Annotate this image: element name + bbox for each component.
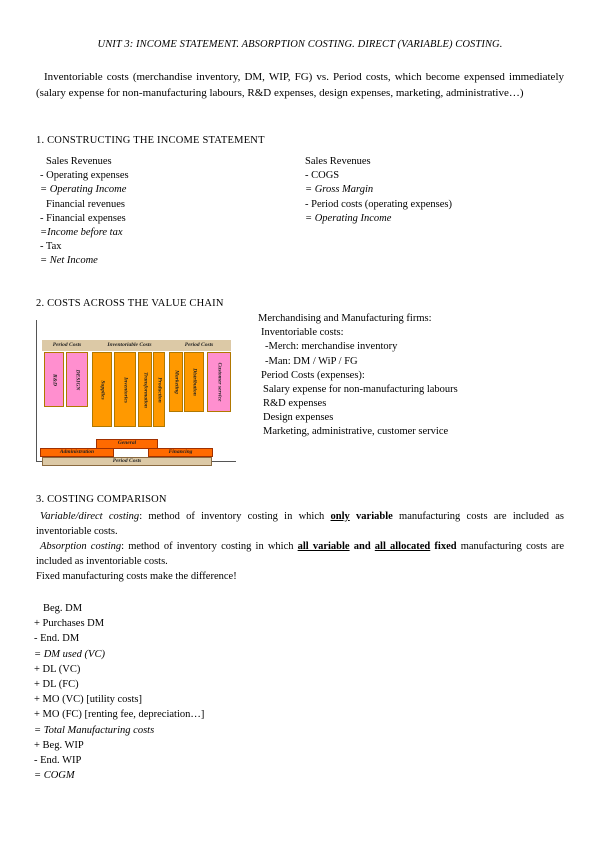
- top-label-period-costs: Period Costs: [42, 340, 92, 351]
- diagram-frame: [36, 320, 37, 462]
- chain-customer-service: [207, 352, 231, 412]
- section2-heading: 2. COSTS ACROSS THE VALUE CHAIN: [36, 298, 224, 309]
- left-line: = Net Income: [40, 255, 98, 267]
- chain-distribution: [184, 352, 204, 412]
- chain-label: Supplies: [99, 379, 106, 400]
- intro-paragraph: [36, 70, 564, 102]
- note-line: Salary expense for non-manufacturing labours: [263, 383, 458, 395]
- top-label-inventoriable-costs: Inventoriable Costs: [92, 340, 167, 351]
- cogm-line: + MO (VC) [utility costs]: [34, 694, 142, 706]
- left-line: - Financial expenses: [40, 212, 126, 224]
- text: manufacturing costs are included as inventoriable costs.: [36, 541, 565, 568]
- variable-costing-definition: [36, 509, 564, 539]
- chain-marketing: [169, 352, 183, 412]
- administration-box: Administration: [40, 448, 114, 457]
- right-line: = Gross Margin: [305, 184, 374, 196]
- chain-rd: [44, 352, 64, 407]
- absorption-costing-definition: [36, 539, 564, 569]
- chain-design: [66, 352, 88, 407]
- right-line: - Period costs (operating expenses): [305, 198, 452, 210]
- text: manufacturing costs are included as inventoriable costs.: [36, 511, 565, 538]
- emphasis: all allocated: [374, 541, 431, 552]
- cogm-line: + DL (FC): [34, 679, 79, 691]
- chain-label: Inventories: [122, 376, 129, 403]
- value-chain-notes: [258, 312, 458, 440]
- cogm-line: = DM used (VC): [34, 648, 105, 660]
- top-label-period-costs: Period Costs: [167, 340, 231, 351]
- term: Absorption costing: [40, 541, 122, 552]
- note-line: Inventoriable costs:: [261, 327, 344, 339]
- income-statement-right: [305, 155, 452, 226]
- page-title: UNIT 3: INCOME STATEMENT. ABSORPTION COSTING. DIRECT (VARIABLE) COSTING.: [97, 39, 503, 50]
- note-line: -Merch: merchandise inventory: [265, 341, 398, 353]
- fixed-costs-note: Fixed manufacturing costs make the difference!: [36, 571, 237, 582]
- left-line: - Operating expenses: [40, 170, 129, 182]
- value-chain-diagram: [36, 320, 236, 468]
- chain-label: Marketing: [173, 370, 180, 394]
- section1-heading: 1. CONSTRUCTING THE INCOME STATEMENT: [36, 135, 265, 146]
- term: Variable/direct costing: [40, 511, 140, 522]
- cogm-line: + MO (FC) [renting fee, depreciation…]: [34, 709, 205, 721]
- text: : method of inventory costing in which: [139, 511, 331, 522]
- cogm-line: = COGM: [34, 770, 75, 782]
- chain-label: Transformation: [142, 371, 149, 408]
- period-costs-box: Period Costs: [42, 457, 212, 466]
- cogm-line: + Purchases DM: [34, 618, 105, 630]
- chain-supplies: [92, 352, 112, 427]
- emphasis: and: [349, 541, 375, 552]
- right-line: Sales Revenues: [305, 156, 371, 167]
- left-line: Financial revenues: [46, 198, 126, 210]
- left-line: = Operating Income: [40, 184, 127, 196]
- chain-transformation: [138, 352, 152, 427]
- note-line: Merchandising and Manufacturing firms:: [258, 313, 432, 324]
- cogm-line: = Total Manufacturing costs: [34, 724, 155, 736]
- chain-label: Distribution: [191, 368, 198, 396]
- emphasis: only: [330, 511, 350, 522]
- section3-heading: 3. COSTING COMPARISON: [36, 494, 167, 505]
- right-line: - COGS: [305, 170, 340, 182]
- chain-label: R&D: [51, 373, 58, 386]
- emphasis: fixed: [434, 541, 457, 552]
- cogm-line: - End. WIP: [34, 755, 82, 767]
- intro-text: Inventoriable costs (merchandise inventory, DM, WIP, FG) vs. Period costs, which become expensed immediately (salary expense for non-manufacturing labours, R&D expenses, design expenses, marketing, administrative…): [36, 71, 564, 99]
- income-statement-left: [40, 155, 129, 268]
- cogm-line: Beg. DM: [43, 603, 83, 614]
- chain-production: [153, 352, 165, 427]
- chain-inventories: [114, 352, 136, 427]
- cogm-line: + Beg. WIP: [34, 739, 84, 751]
- cogm-line: + DL (VC): [34, 663, 81, 675]
- right-line: = Operating Income: [305, 212, 392, 224]
- note-line: R&D expenses: [263, 398, 327, 410]
- chain-label: Production: [156, 376, 163, 403]
- text: : method of inventory costing in which: [121, 541, 298, 552]
- chain-label: DESIGN: [74, 369, 81, 390]
- note-line: Marketing, administrative, customer service: [263, 426, 449, 438]
- chain-label: Customer service: [216, 362, 223, 402]
- general-box: General: [96, 439, 158, 449]
- note-line: -Man: DM / WiP / FG: [265, 355, 358, 367]
- note-line: Period Costs (expenses):: [261, 369, 365, 381]
- left-line: =Income before tax: [40, 226, 123, 238]
- emphasis: all variable: [297, 541, 350, 552]
- left-line: - Tax: [40, 241, 62, 253]
- left-line: Sales Revenues: [46, 156, 112, 167]
- note-line: Design expenses: [263, 412, 334, 424]
- emphasis: variable: [356, 511, 393, 522]
- cogm-computation: [34, 601, 204, 783]
- cogm-line: - End. DM: [34, 633, 80, 645]
- financing-box: Financing: [148, 448, 213, 457]
